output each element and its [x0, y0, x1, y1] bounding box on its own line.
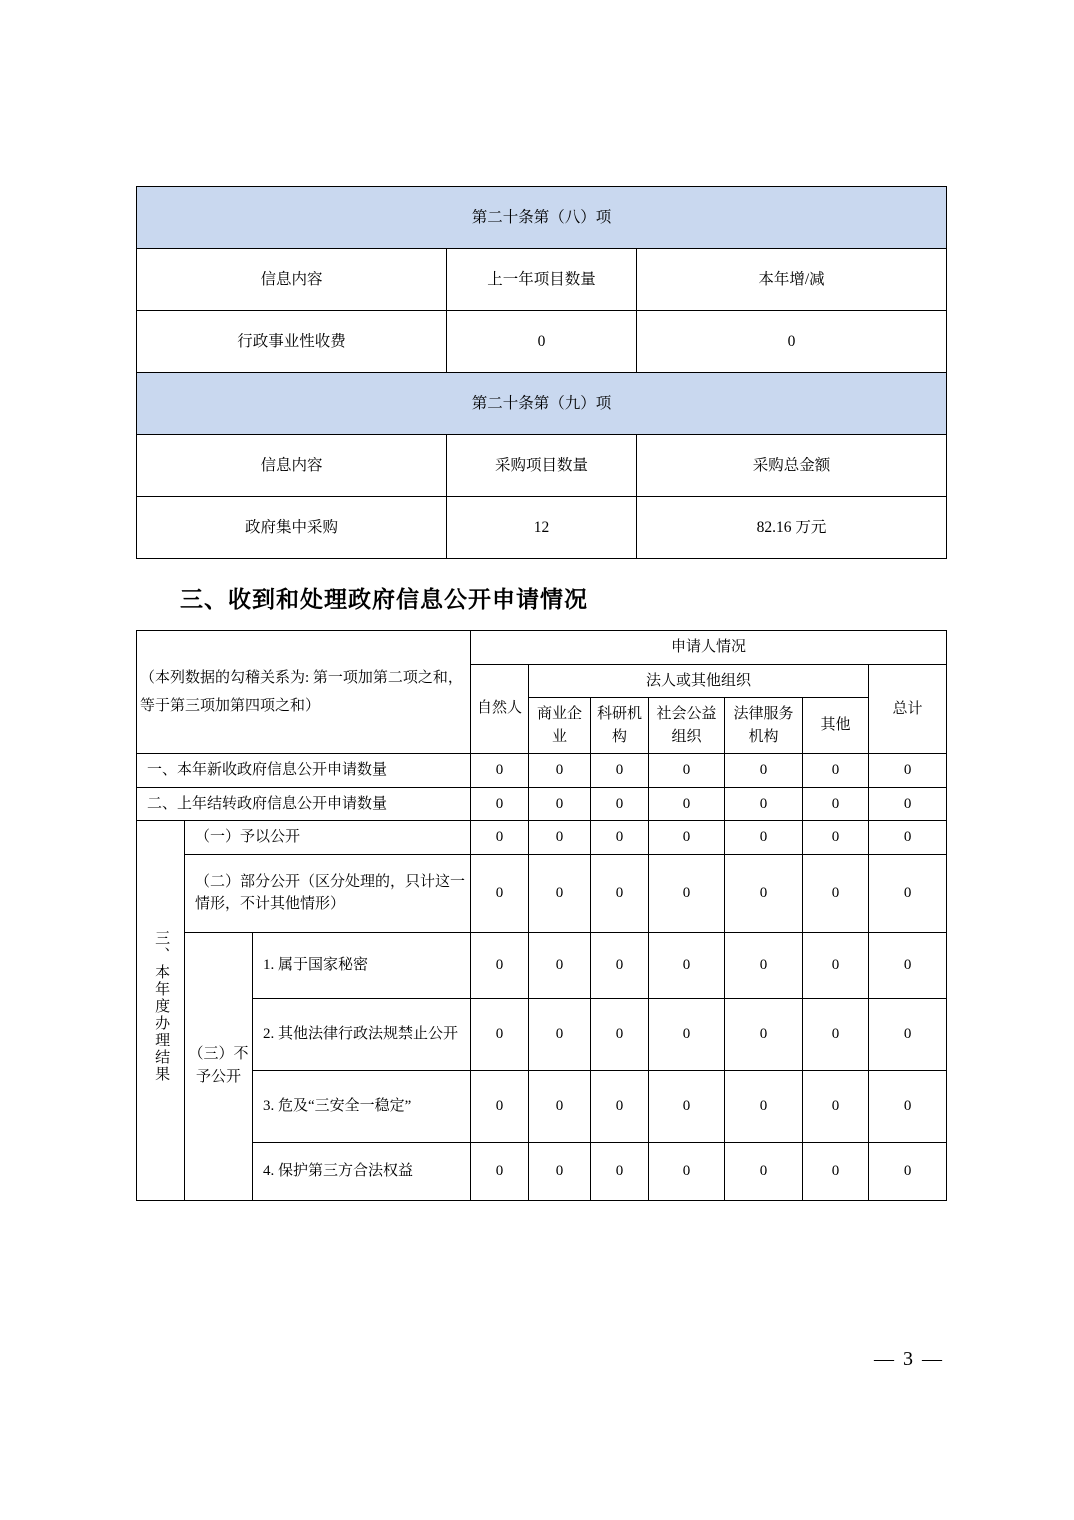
col-legal-service: 法律服务机构 — [725, 698, 803, 754]
column-header: 上一年项目数量 — [447, 249, 637, 311]
cell-value: 0 — [803, 821, 869, 855]
row-label: 政府集中采购 — [137, 497, 447, 559]
cell-value: 0 — [803, 932, 869, 998]
cell-value: 0 — [529, 821, 591, 855]
cell-value: 0 — [869, 998, 947, 1070]
row-label-new-requests: 一、本年新收政府信息公开申请数量 — [137, 754, 471, 788]
table-row — [137, 187, 947, 249]
cell-value: 0 — [529, 1142, 591, 1200]
cell-value: 0 — [649, 932, 725, 998]
table-row — [137, 821, 947, 855]
cell-value: 0 — [803, 754, 869, 788]
procurement-table — [136, 186, 947, 559]
cell-value: 0 — [529, 787, 591, 821]
cell-value: 82.16 万元 — [637, 497, 947, 559]
table-row — [137, 932, 947, 998]
cell-value: 0 — [869, 754, 947, 788]
cell-value: 0 — [803, 1142, 869, 1200]
cell-value: 0 — [447, 311, 637, 373]
cell-value: 0 — [725, 854, 803, 932]
cell-value: 0 — [471, 1070, 529, 1142]
cell-value: 0 — [649, 854, 725, 932]
section-header-9: 第二十条第（九）项 — [137, 373, 947, 435]
page-title: 三、收到和处理政府信息公开申请情况 — [180, 586, 588, 612]
cell-value: 0 — [725, 754, 803, 788]
cell-value: 0 — [471, 1142, 529, 1200]
cell-value: 0 — [725, 787, 803, 821]
cell-value: 0 — [591, 1142, 649, 1200]
cell-value: 0 — [649, 754, 725, 788]
column-header: 采购项目数量 — [447, 435, 637, 497]
cell-value: 0 — [471, 754, 529, 788]
col-research: 科研机构 — [591, 698, 649, 754]
group-label-reject — [185, 932, 253, 1200]
cell-value: 0 — [591, 787, 649, 821]
cell-value: 0 — [869, 1070, 947, 1142]
cell-value: 0 — [869, 787, 947, 821]
cell-value: 0 — [649, 998, 725, 1070]
table-row — [137, 754, 947, 788]
col-natural-person — [471, 664, 529, 754]
cell-value: 12 — [447, 497, 637, 559]
cell-value: 0 — [869, 1142, 947, 1200]
cell-value: 0 — [529, 854, 591, 932]
col-label: 自然人 — [477, 700, 523, 717]
cell-value: 0 — [529, 754, 591, 788]
page-number: — 3 — — [874, 1348, 944, 1370]
page-content — [136, 186, 946, 1201]
cell-value: 0 — [725, 1070, 803, 1142]
cell-value: 0 — [803, 787, 869, 821]
row-label-third-party: 4. 保护第三方合法权益 — [253, 1142, 471, 1200]
cell-value: 0 — [591, 854, 649, 932]
cell-value: 0 — [529, 932, 591, 998]
col-commercial: 商业企业 — [529, 698, 591, 754]
table-row — [137, 1070, 947, 1142]
table-row — [137, 249, 947, 311]
cell-value: 0 — [803, 854, 869, 932]
table-row — [137, 373, 947, 435]
cell-value: 0 — [803, 998, 869, 1070]
cell-value: 0 — [591, 754, 649, 788]
cell-value: 0 — [725, 998, 803, 1070]
cell-value: 0 — [471, 998, 529, 1070]
cell-value: 0 — [591, 1070, 649, 1142]
cell-value: 0 — [637, 311, 947, 373]
cell-value: 0 — [649, 787, 725, 821]
row-label-carryover: 二、上年结转政府信息公开申请数量 — [137, 787, 471, 821]
section-header-8: 第二十条第（八）项 — [137, 187, 947, 249]
col-legal-person-group: 法人或其他组织 — [529, 664, 869, 698]
table-row — [137, 998, 947, 1070]
table-row — [137, 1142, 947, 1200]
row-label-law-prohibited: 2. 其他法律行政法规禁止公开 — [253, 998, 471, 1070]
cell-value: 0 — [591, 932, 649, 998]
column-header: 信息内容 — [137, 435, 447, 497]
table-row — [137, 435, 947, 497]
cell-value: 0 — [529, 998, 591, 1070]
group-label-text: （三）不予公开 — [188, 1045, 249, 1085]
row-label-partial: （二）部分公开（区分处理的，只计这一情形，不计其他情形） — [185, 854, 471, 932]
column-header: 本年增/减 — [637, 249, 947, 311]
cell-value: 0 — [591, 821, 649, 855]
cell-value: 0 — [471, 932, 529, 998]
table-row — [137, 787, 947, 821]
applicant-header: 申请人情况 — [471, 631, 947, 665]
col-total: 总计 — [869, 664, 947, 754]
requests-table — [136, 630, 947, 1201]
cell-value: 0 — [869, 854, 947, 932]
note-cell: （本列数据的勾稽关系为: 第一项加第二项之和，等于第三项加第四项之和） — [137, 631, 471, 754]
row-label-three-safety: 3. 危及“三安全一稳定” — [253, 1070, 471, 1142]
column-header: 信息内容 — [137, 249, 447, 311]
table-row — [137, 631, 947, 665]
group-label-text: 三、本年度办理结果 — [153, 930, 170, 1083]
table-row — [137, 311, 947, 373]
cell-value: 0 — [803, 1070, 869, 1142]
table-row — [137, 497, 947, 559]
cell-value: 0 — [471, 787, 529, 821]
cell-value: 0 — [649, 821, 725, 855]
row-label-state-secret: 1. 属于国家秘密 — [253, 932, 471, 998]
col-public-welfare: 社会公益组织 — [649, 698, 725, 754]
cell-value: 0 — [591, 998, 649, 1070]
group-label-results — [137, 821, 185, 1201]
cell-value: 0 — [649, 1070, 725, 1142]
cell-value: 0 — [649, 1142, 725, 1200]
cell-value: 0 — [725, 932, 803, 998]
row-label-disclose: （一）予以公开 — [185, 821, 471, 855]
column-header: 采购总金额 — [637, 435, 947, 497]
cell-value: 0 — [725, 821, 803, 855]
cell-value: 0 — [471, 854, 529, 932]
col-other: 其他 — [803, 698, 869, 754]
table-row — [137, 854, 947, 932]
cell-value: 0 — [471, 821, 529, 855]
cell-value: 0 — [869, 821, 947, 855]
cell-value: 0 — [725, 1142, 803, 1200]
cell-value: 0 — [869, 932, 947, 998]
cell-value: 0 — [529, 1070, 591, 1142]
row-label: 行政事业性收费 — [137, 311, 447, 373]
